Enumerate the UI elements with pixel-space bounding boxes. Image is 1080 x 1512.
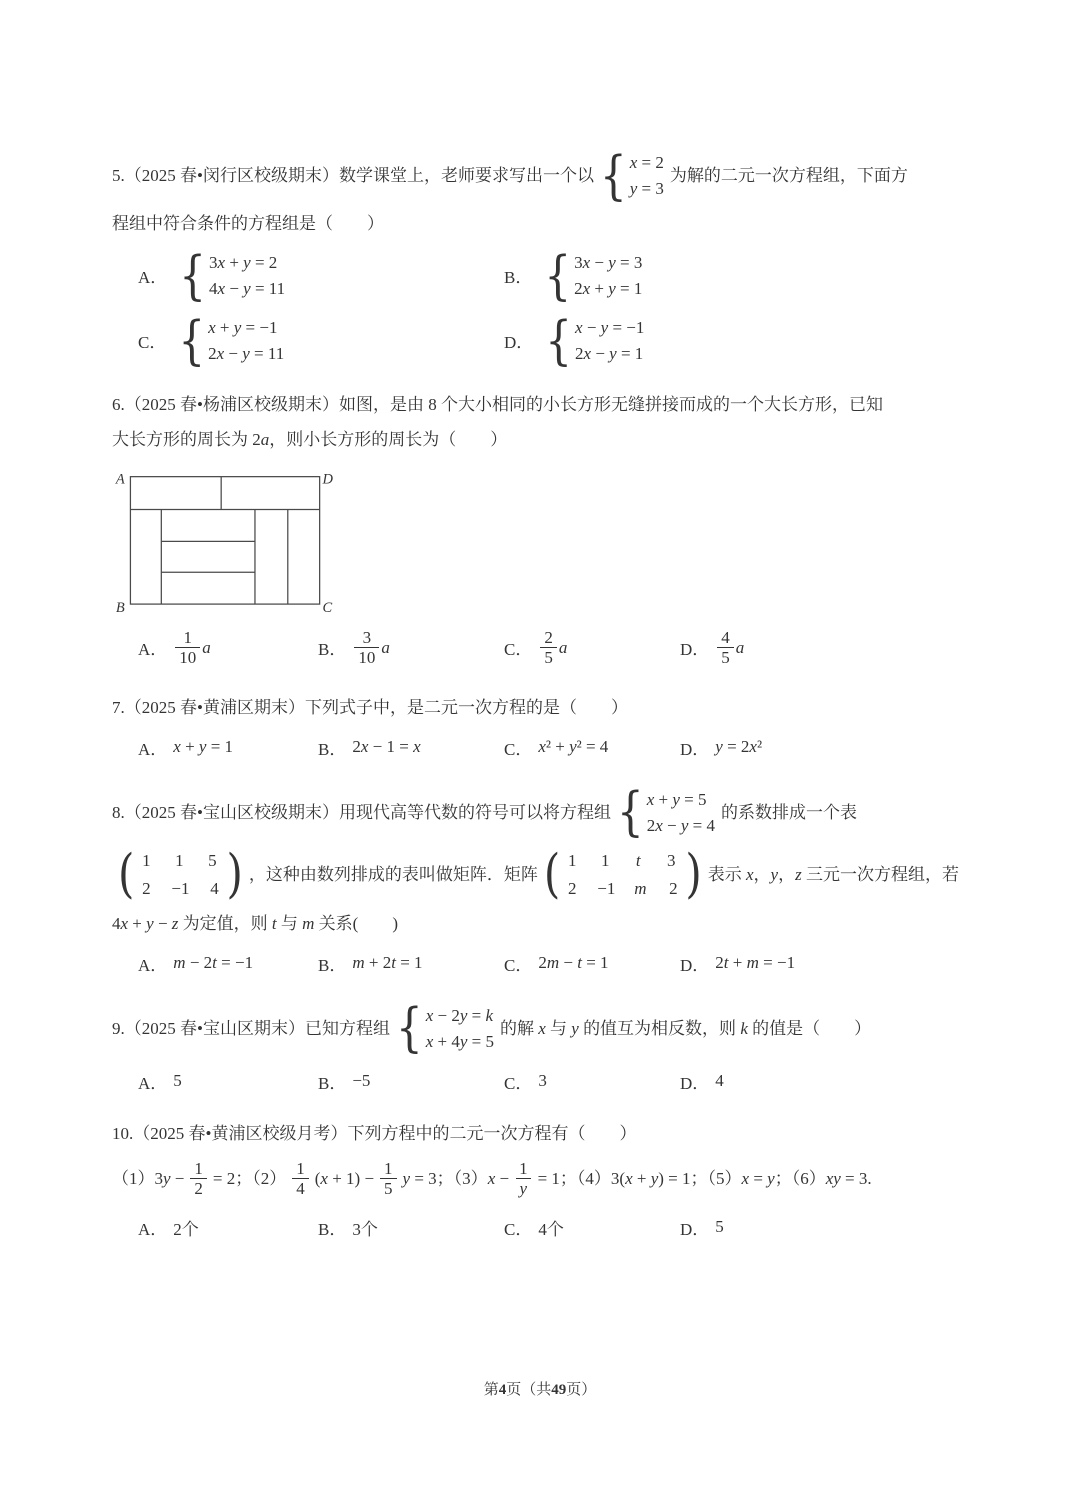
q6-option-b bbox=[318, 628, 504, 668]
option-label: B． bbox=[318, 1073, 347, 1093]
fraction-numerator: 3 bbox=[362, 627, 372, 647]
equation-line: x + y = 5 bbox=[646, 789, 707, 809]
matrix-cell: 1 bbox=[601, 850, 610, 870]
equation-line: x − 2y = k bbox=[425, 1005, 494, 1025]
q8-option-c bbox=[504, 951, 680, 976]
matrix-row bbox=[138, 849, 222, 872]
stem-text: （2025 春•黄浦区期末）下列式子中，是二元一次方程的是（ ） bbox=[124, 697, 628, 717]
q8-stem-line1 bbox=[112, 782, 968, 843]
matrix-cell: 3 bbox=[667, 850, 676, 870]
equation-text: = 2；（2） bbox=[212, 1169, 287, 1189]
option-text: x + y = 1 bbox=[173, 737, 234, 757]
option-label: A． bbox=[138, 739, 168, 759]
q9-option-c bbox=[504, 1069, 680, 1094]
question-number: 8. bbox=[112, 802, 125, 822]
option-text: 5 bbox=[173, 1071, 182, 1091]
option-label: A． bbox=[138, 955, 168, 975]
question-6 bbox=[112, 387, 968, 668]
question-number: 5. bbox=[112, 166, 125, 185]
equation-line: x − y = −1 bbox=[575, 318, 645, 337]
left-brace: { bbox=[395, 996, 423, 1059]
q6-stem-line1 bbox=[112, 387, 968, 422]
equation-line: 2x − y = 11 bbox=[208, 344, 285, 363]
stem-text: 的系数排成一个表 bbox=[720, 802, 857, 822]
q10-option-d bbox=[680, 1215, 968, 1240]
matrix-cell: t bbox=[635, 850, 641, 870]
q5-stem-line1 bbox=[112, 145, 968, 206]
q7-option-a bbox=[138, 735, 318, 760]
option-label: B． bbox=[318, 739, 347, 759]
fraction-numerator: 4 bbox=[721, 627, 730, 647]
footer-text: 页（共 bbox=[506, 1382, 552, 1398]
system-equations bbox=[426, 1004, 494, 1053]
fraction-denominator: 4 bbox=[292, 1178, 309, 1199]
option-text: 2x − 1 = x bbox=[352, 737, 421, 757]
matrix-row bbox=[564, 877, 681, 900]
q7-option-c bbox=[504, 735, 680, 760]
q5-option-b bbox=[504, 244, 968, 306]
option-label: A． bbox=[138, 268, 168, 287]
option-label: D． bbox=[504, 333, 534, 352]
fraction bbox=[175, 628, 200, 668]
matrix-2 bbox=[543, 842, 702, 905]
matrix-cell: 2 bbox=[568, 878, 577, 898]
equation-line: x + y = −1 bbox=[208, 318, 278, 337]
equation-line: x = 2 bbox=[629, 153, 664, 172]
equation-line: x + 4y = 5 bbox=[425, 1031, 494, 1051]
option-label: C． bbox=[504, 640, 533, 660]
equation-system bbox=[616, 780, 715, 843]
left-brace: { bbox=[545, 309, 573, 371]
option-text: y = 2x² bbox=[715, 737, 763, 757]
left-paren: ( bbox=[118, 842, 135, 905]
fraction-numerator: 1 bbox=[296, 1158, 305, 1178]
equation-text: y = 3；（3）x − bbox=[402, 1169, 510, 1189]
q6-option-a bbox=[138, 628, 318, 668]
left-brace: { bbox=[178, 309, 206, 371]
matrix-cell: m bbox=[634, 878, 647, 898]
q7-stem bbox=[112, 690, 968, 725]
page-footer bbox=[0, 1378, 1080, 1399]
q6-option-d bbox=[680, 628, 968, 668]
fraction bbox=[292, 1159, 309, 1199]
option-label: B． bbox=[318, 640, 347, 660]
matrix-cell: −1 bbox=[597, 878, 616, 898]
q6-options bbox=[112, 628, 968, 668]
figure-lines bbox=[130, 477, 319, 604]
option-label: A． bbox=[138, 1073, 168, 1093]
option-label: C． bbox=[138, 333, 167, 352]
option-text: 2m − t = 1 bbox=[538, 953, 609, 973]
option-label: B． bbox=[318, 955, 347, 975]
q8-option-b bbox=[318, 951, 504, 976]
fraction-numerator: 1 bbox=[519, 1158, 528, 1178]
question-number: 10. bbox=[112, 1123, 134, 1143]
option-text: 3 bbox=[538, 1071, 547, 1091]
matrix-rows bbox=[138, 849, 222, 900]
stem-text: （2025 春•杨浦区校级期末）如图，是由 8 个大小相同的小长方形无缝拼接而成的一个大长方形，已知 bbox=[124, 395, 883, 414]
option-label: C． bbox=[504, 1219, 533, 1239]
option-text: 4 bbox=[715, 1071, 724, 1091]
question-10 bbox=[112, 1116, 968, 1240]
option-text: −5 bbox=[352, 1071, 371, 1091]
option-label: D． bbox=[680, 1219, 710, 1239]
left-brace: { bbox=[544, 244, 572, 306]
q10-option-c bbox=[504, 1215, 680, 1240]
matrix-cell: 1 bbox=[175, 850, 184, 870]
question-number: 6. bbox=[112, 395, 125, 414]
stem-text: （2025 春•闵行区校级期末）数学课堂上，老师要求写出一个以 bbox=[124, 166, 594, 185]
stem-text: 表示 x，y，z 三元一次方程组，若 bbox=[707, 864, 959, 884]
equation-line: 2x − y = 1 bbox=[575, 344, 644, 363]
option-text: 5 bbox=[715, 1217, 724, 1237]
option-text: 2个 bbox=[173, 1219, 199, 1239]
option-label: A． bbox=[138, 1219, 168, 1239]
option-text: m + 2t = 1 bbox=[352, 953, 423, 973]
q9-options bbox=[112, 1069, 968, 1094]
matrix-row bbox=[138, 877, 222, 900]
q8-stem-line3 bbox=[112, 906, 968, 941]
q10-option-b bbox=[318, 1215, 504, 1240]
q10-option-a bbox=[138, 1215, 318, 1240]
system-equations bbox=[575, 316, 644, 365]
q9-option-d bbox=[680, 1069, 968, 1094]
system-equations bbox=[574, 251, 642, 300]
system-equations bbox=[209, 251, 285, 300]
figure-label-a: A bbox=[115, 471, 125, 488]
matrix-1 bbox=[118, 842, 243, 905]
q5-options bbox=[112, 244, 968, 371]
q10-options bbox=[112, 1215, 968, 1240]
option-text: a bbox=[381, 637, 390, 657]
option-text: a bbox=[558, 637, 568, 657]
option-label: C． bbox=[504, 739, 533, 759]
figure-label-c: C bbox=[322, 599, 333, 616]
equation-text: (x + 1) − bbox=[314, 1169, 375, 1189]
option-label: A． bbox=[138, 640, 168, 660]
fraction bbox=[515, 1159, 532, 1199]
figure-labels bbox=[115, 471, 334, 615]
left-brace: { bbox=[179, 244, 207, 306]
footer-total-pages: 49 bbox=[551, 1382, 567, 1398]
option-label: D． bbox=[680, 739, 710, 759]
q5-option-d bbox=[504, 309, 968, 371]
equation-text: = 1；（4）3(x + y) = 1；（5）x = y；（6）xy = 3. bbox=[537, 1169, 872, 1189]
equation-system bbox=[544, 244, 643, 306]
stem-text: 4x + y − z 为定值，则 t 与 m 关系( ) bbox=[112, 913, 398, 933]
question-9 bbox=[112, 998, 968, 1094]
footer-text: 页） bbox=[566, 1382, 597, 1398]
stem-text: （2025 春•宝山区期末）已知方程组 bbox=[124, 1018, 390, 1038]
stem-text: 为解的二元一次方程组，下面方 bbox=[669, 166, 908, 185]
stem-text: 大长方形的周长为 2a，则小长方形的周长为（ ） bbox=[112, 430, 508, 449]
figure-label-d: D bbox=[322, 471, 333, 488]
option-text: a bbox=[202, 637, 211, 657]
fraction-numerator: 1 bbox=[183, 627, 193, 647]
right-paren: ) bbox=[685, 842, 702, 905]
matrix-cell: 1 bbox=[568, 850, 577, 870]
fraction-numerator: 1 bbox=[384, 1158, 393, 1178]
matrix-cell: 5 bbox=[208, 850, 217, 870]
q6-option-c bbox=[504, 628, 680, 668]
equation-line: 3x − y = 3 bbox=[574, 253, 643, 272]
option-text: 2t + m = −1 bbox=[715, 953, 796, 973]
question-number: 9. bbox=[112, 1018, 125, 1038]
option-text: m − 2t = −1 bbox=[173, 953, 254, 973]
matrix-cell: −1 bbox=[171, 878, 190, 898]
option-label: D． bbox=[680, 1073, 710, 1093]
fraction-denominator: 5 bbox=[717, 647, 734, 668]
fraction-numerator: 1 bbox=[194, 1158, 203, 1178]
equation-text: （1）3y − bbox=[112, 1169, 185, 1189]
rectangles-figure bbox=[114, 467, 338, 618]
q9-stem bbox=[112, 998, 968, 1059]
stem-text: ，这种由数列排成的表叫做矩阵．矩阵 bbox=[248, 864, 538, 884]
q7-options bbox=[112, 735, 968, 760]
fraction bbox=[717, 628, 734, 668]
option-text: 3个 bbox=[352, 1219, 378, 1239]
option-label: C． bbox=[504, 955, 533, 975]
matrix-row bbox=[564, 849, 681, 872]
stem-text: 程组中符合条件的方程组是（ ） bbox=[112, 214, 384, 233]
option-label: D． bbox=[680, 955, 710, 975]
equation-line: 3x + y = 2 bbox=[209, 253, 278, 272]
system-equations bbox=[208, 316, 284, 365]
fraction-numerator: 2 bbox=[544, 627, 553, 647]
q8-options bbox=[112, 951, 968, 976]
equation-line: 2x − y = 4 bbox=[646, 815, 715, 835]
system-equations bbox=[630, 151, 664, 200]
q5-stem-line2 bbox=[112, 206, 968, 241]
equation-system bbox=[599, 144, 664, 206]
matrix-cell: 2 bbox=[142, 878, 151, 898]
equation-system bbox=[545, 309, 645, 371]
q9-option-a bbox=[138, 1069, 318, 1094]
q5-option-a bbox=[138, 244, 504, 306]
figure-label-b: B bbox=[115, 599, 125, 616]
equation-line: y = 3 bbox=[629, 179, 664, 198]
q10-stem bbox=[112, 1116, 968, 1151]
question-number: 7. bbox=[112, 697, 125, 717]
option-text: a bbox=[735, 637, 745, 657]
system-equations bbox=[647, 788, 715, 837]
matrix-cell: 1 bbox=[142, 850, 151, 870]
option-label: C． bbox=[504, 1073, 533, 1093]
right-paren: ) bbox=[226, 842, 243, 905]
matrix-rows bbox=[564, 849, 681, 900]
fraction-denominator: 5 bbox=[540, 647, 557, 668]
q9-option-b bbox=[318, 1069, 504, 1094]
left-brace: { bbox=[616, 780, 644, 843]
option-text: x² + y² = 4 bbox=[538, 737, 609, 757]
q5-option-c bbox=[138, 309, 504, 371]
left-paren: ( bbox=[543, 842, 561, 905]
footer-page-number: 4 bbox=[498, 1382, 507, 1398]
q7-option-d bbox=[680, 735, 968, 760]
q8-option-d bbox=[680, 951, 968, 976]
matrix-cell: 4 bbox=[210, 878, 219, 898]
footer-text: 第 bbox=[483, 1382, 499, 1398]
question-7 bbox=[112, 690, 968, 760]
matrix-cell: 2 bbox=[669, 878, 678, 898]
option-label: B． bbox=[504, 268, 533, 287]
question-5 bbox=[112, 144, 968, 371]
fraction bbox=[190, 1159, 207, 1199]
fraction bbox=[540, 628, 557, 668]
equation-system bbox=[178, 309, 285, 371]
q7-option-b bbox=[318, 735, 504, 760]
outer-rectangle bbox=[130, 477, 319, 604]
left-brace: { bbox=[599, 144, 627, 206]
fraction-denominator: 10 bbox=[354, 647, 379, 668]
fraction-denominator: 2 bbox=[190, 1178, 207, 1199]
fraction-denominator: 5 bbox=[380, 1178, 397, 1199]
question-8 bbox=[112, 782, 968, 976]
equation-line: 2x + y = 1 bbox=[574, 279, 643, 298]
fraction-denominator: y bbox=[516, 1178, 532, 1199]
fraction bbox=[354, 628, 379, 668]
fraction-denominator: 10 bbox=[175, 647, 200, 668]
q8-option-a bbox=[138, 951, 318, 976]
option-label: B． bbox=[318, 1219, 347, 1239]
fraction bbox=[380, 1159, 397, 1199]
option-label: D． bbox=[680, 640, 710, 660]
equation-system bbox=[395, 996, 494, 1059]
equation-line: 4x − y = 11 bbox=[209, 279, 286, 298]
q6-stem-line2 bbox=[112, 422, 968, 457]
q10-equation-list bbox=[112, 1153, 968, 1205]
stem-text: 的解 x 与 y 的值互为相反数，则 k 的值是（ ） bbox=[499, 1018, 872, 1038]
stem-text: （2025 春•黄浦区校级月考）下列方程中的二元一次方程有（ ） bbox=[133, 1123, 637, 1143]
option-text: 4个 bbox=[538, 1219, 564, 1239]
stem-text: （2025 春•宝山区校级期末）用现代高等代数的符号可以将方程组 bbox=[124, 802, 611, 822]
q8-stem-line2 bbox=[112, 843, 968, 906]
equation-system bbox=[179, 244, 286, 306]
